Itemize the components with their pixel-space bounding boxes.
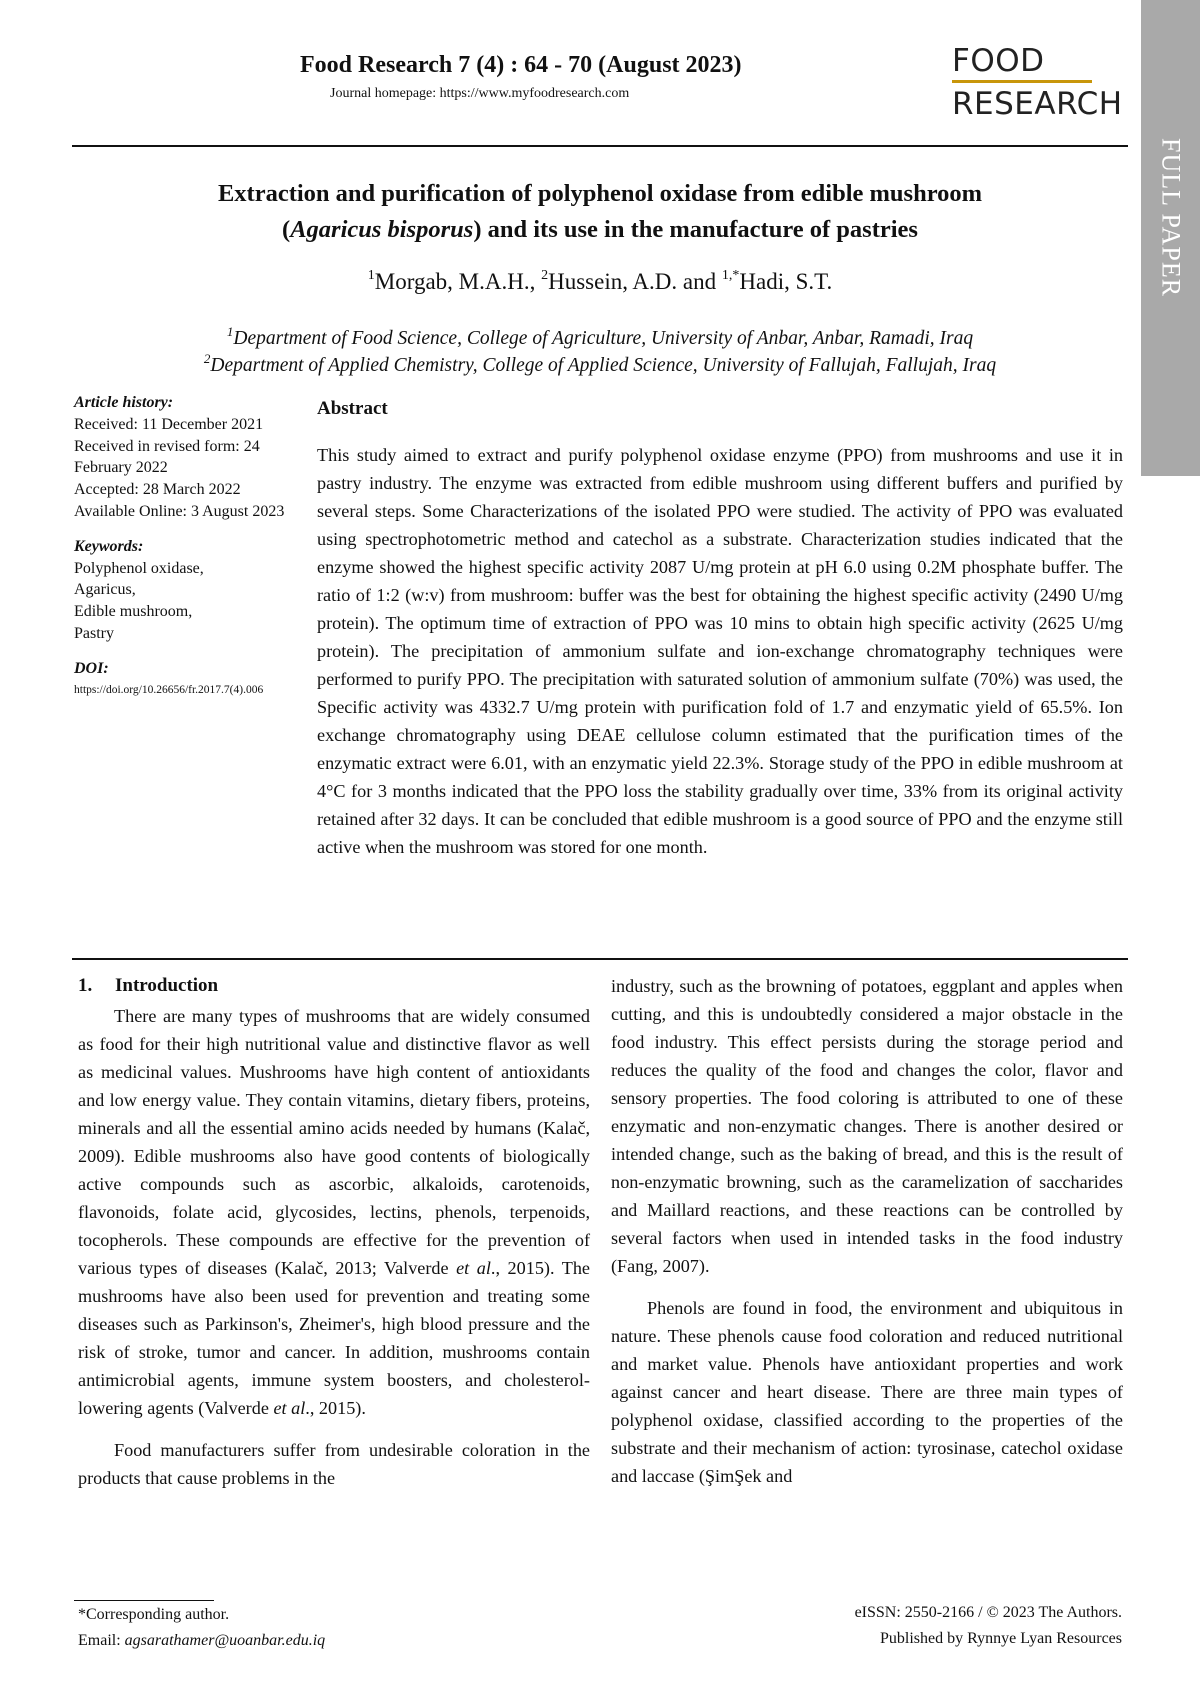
author: $^2$Hussein, A.D. and <box>541 268 722 294</box>
logo-line-food: FOOD <box>952 43 1045 79</box>
affiliation-2: $^2$Department of Applied Chemistry, College of Applied Science, University of Fallujah, Fallujah, Iraq <box>203 351 997 376</box>
species-name: Agaricus bisporus <box>290 216 474 243</box>
body-column-right <box>611 972 1123 1490</box>
publisher-line: Published by Rynnye Lyan Resources <box>880 1630 1122 1647</box>
author-list <box>110 268 1090 295</box>
intro-paragraph-2-continued: industry, such as the browning of potatoes, eggplant and apples when cutting, and this is undoubtedly considered a major obstacle in the food industry. This effect persists during the storage period and reduces the quality of the food and changes the color, flavor and sensory properties. The food coloring is attributed to one of these enzymatic and non-enzymatic changes. There is another desired or intended change, such as the baking of bread, and this is the result of non-enzymatic browning, such as the caramelization of saccharides and Maillard reactions, and these reactions can be controlled by several factors when used in intended tasks in the food industry (Fang, 2007). <box>611 976 1123 1276</box>
title-line-2: (Agaricus bisporus) and its use in the manufacture of pastries <box>282 216 918 243</box>
history-heading: Article history: <box>74 394 174 411</box>
keyword: Polyphenol oxidase, <box>74 559 204 577</box>
keyword: Pastry <box>74 624 114 642</box>
eissn-line: eISSN: 2550-2166 / © 2023 The Authors. <box>854 1604 1122 1621</box>
doi-block <box>74 658 290 702</box>
abstract-body: This study aimed to extract and purify polyphenol oxidase enzyme (PPO) from mushrooms and use it in pastry industry. The enzyme was extracted from edible mushroom using different buffers and purified by several steps. Some Characterizations of the isolated PPO were studied. The activity of PPO was evaluated using spectrophotometric method and catechol as a substrate. Characterization studies indicated that the enzyme showed the highest specific activity 2087 U/mg protein at pH 6.0 using 0.2M phosphate buffer. The ratio of 1:2 (w:v) from mushroom: buffer was the best for obtaining the highest specific activity (2490 U/mg protein). The optimum time of extraction of PPO was 10 mins to obtain high specific activity (2625 U/mg protein). The precipitation of ammonium sulfate and ion-exchange chromatography techniques were performed to purify PPO. The precipitation with saturated solution of ammonium sulfate (70%) was used, the Specific activity was 4332.7 U/mg protein with purification fold of 1.7 and enzymatic yield of 65.5%. Ion exchange chromatography using DEAE cellulose column estimated that the purification times of the enzymatic extract were 6.01, with an enzymatic yield 22.3%. Storage study of the PPO in edible mushroom at 4°C for 3 months indicated that the PPO loss the stability gradually over time, 33% from its original activity retained after 32 days. It can be concluded that edible mushroom is a good source of PPO and the enzyme still active when the mushroom was stored for one month. <box>317 445 1123 857</box>
logo-underline <box>952 80 1092 83</box>
revised-date: Received in revised form: 24 February 2022 <box>74 437 260 477</box>
online-date: Available Online: 3 August 2023 <box>74 502 285 520</box>
keywords-heading: Keywords: <box>74 537 144 555</box>
intro-paragraph-1: There are many types of mushrooms that are widely consumed as food for their high nutritional value and distinctive flavor as well as medicinal values. Mushrooms have high content of antioxidants and low energy value. They contain vitamins, dietary fibers, proteins, minerals and all the essential amino acids needed by humans (Kalač, 2009). Edible mushrooms also have good contents of biologically active compounds such as ascorbic, alkaloids, carotenoids, flavonoids, folate acid, glycosides, lectins, phenols, terpenoids, tocopherols. These compounds are effective for the prevention of various types of diseases (Kalač, 2013; Valverde et al., 2015). The mushrooms have also been used for prevention and treating some diseases such as Parkinson's, Zheimer's, high blood pressure and the risk of stroke, tumor and cancer. In addition, mushrooms contain antimicrobial agents, immune system boosters, and cholesterol-lowering agents (Valverde et al., 2015). <box>78 1006 590 1418</box>
section-heading-introduction: 1. Introduction <box>78 975 219 996</box>
journal-homepage[interactable]: Journal homepage: https://www.myfoodresearch.com <box>330 86 630 101</box>
abstract-divider <box>72 958 1128 960</box>
food-research-logo <box>952 44 1132 121</box>
full-paper-label: FULL PAPER <box>1156 138 1186 298</box>
keywords <box>74 536 290 645</box>
doi-link[interactable]: https://doi.org/10.26656/fr.2017.7(4).006 <box>74 683 264 696</box>
article-title <box>110 176 1090 248</box>
full-paper-tab <box>1141 0 1200 476</box>
email-link[interactable]: agsarathamer@uoanbar.edu.iq <box>124 1632 326 1649</box>
title-line-1: Extraction and purification of polyphenol oxidase from edible mushroom <box>217 180 983 207</box>
author: $^{1,*}$Hadi, S.T. <box>721 268 833 294</box>
footnote-divider <box>74 1600 214 1601</box>
affiliation-1: $^1$Department of Food Science, College of Agriculture, University of Anbar, Anbar, Ramadi, Iraq <box>226 324 974 349</box>
author: $^1$Morgab, M.A.H., <box>367 268 542 294</box>
article-info-sidebar <box>74 392 290 714</box>
intro-paragraph-3: Phenols are found in food, the environment and ubiquitous in nature. These phenols cause food coloration and reduced nutritional and market value. Phenols have antioxidant properties and work against cancer and heart disease. There are three main types of polyphenol oxidase, classified according to the properties of the substrate and their mechanism of action: tyrosinase, catechol oxidase and laccase (ŞimŞek and <box>611 1298 1123 1486</box>
intro-paragraph-2: Food manufacturers suffer from undesirable coloration in the products that cause problems in the <box>78 1440 590 1488</box>
received-date: Received: 11 December 2021 <box>74 415 264 433</box>
publication-info <box>780 1600 1122 1652</box>
logo-line-research: RESEARCH <box>952 86 1123 123</box>
corresponding-email: Email: agsarathamer@uoanbar.edu.iq <box>78 1632 326 1649</box>
keyword: Agaricus, <box>74 581 136 599</box>
article-history <box>74 392 290 523</box>
accepted-date: Accepted: 28 March 2022 <box>74 481 241 499</box>
journal-citation: Food Research 7 (4) : 64 - 70 (August 2023) <box>300 52 742 78</box>
header-divider <box>72 145 1128 147</box>
corresponding-footnote <box>78 1602 325 1654</box>
doi-heading: DOI: <box>74 659 109 677</box>
corresponding-label: *Corresponding author. <box>78 1606 230 1623</box>
abstract-heading: Abstract <box>317 398 388 419</box>
keyword: Edible mushroom, <box>74 603 193 621</box>
body-column-left <box>78 972 590 1492</box>
